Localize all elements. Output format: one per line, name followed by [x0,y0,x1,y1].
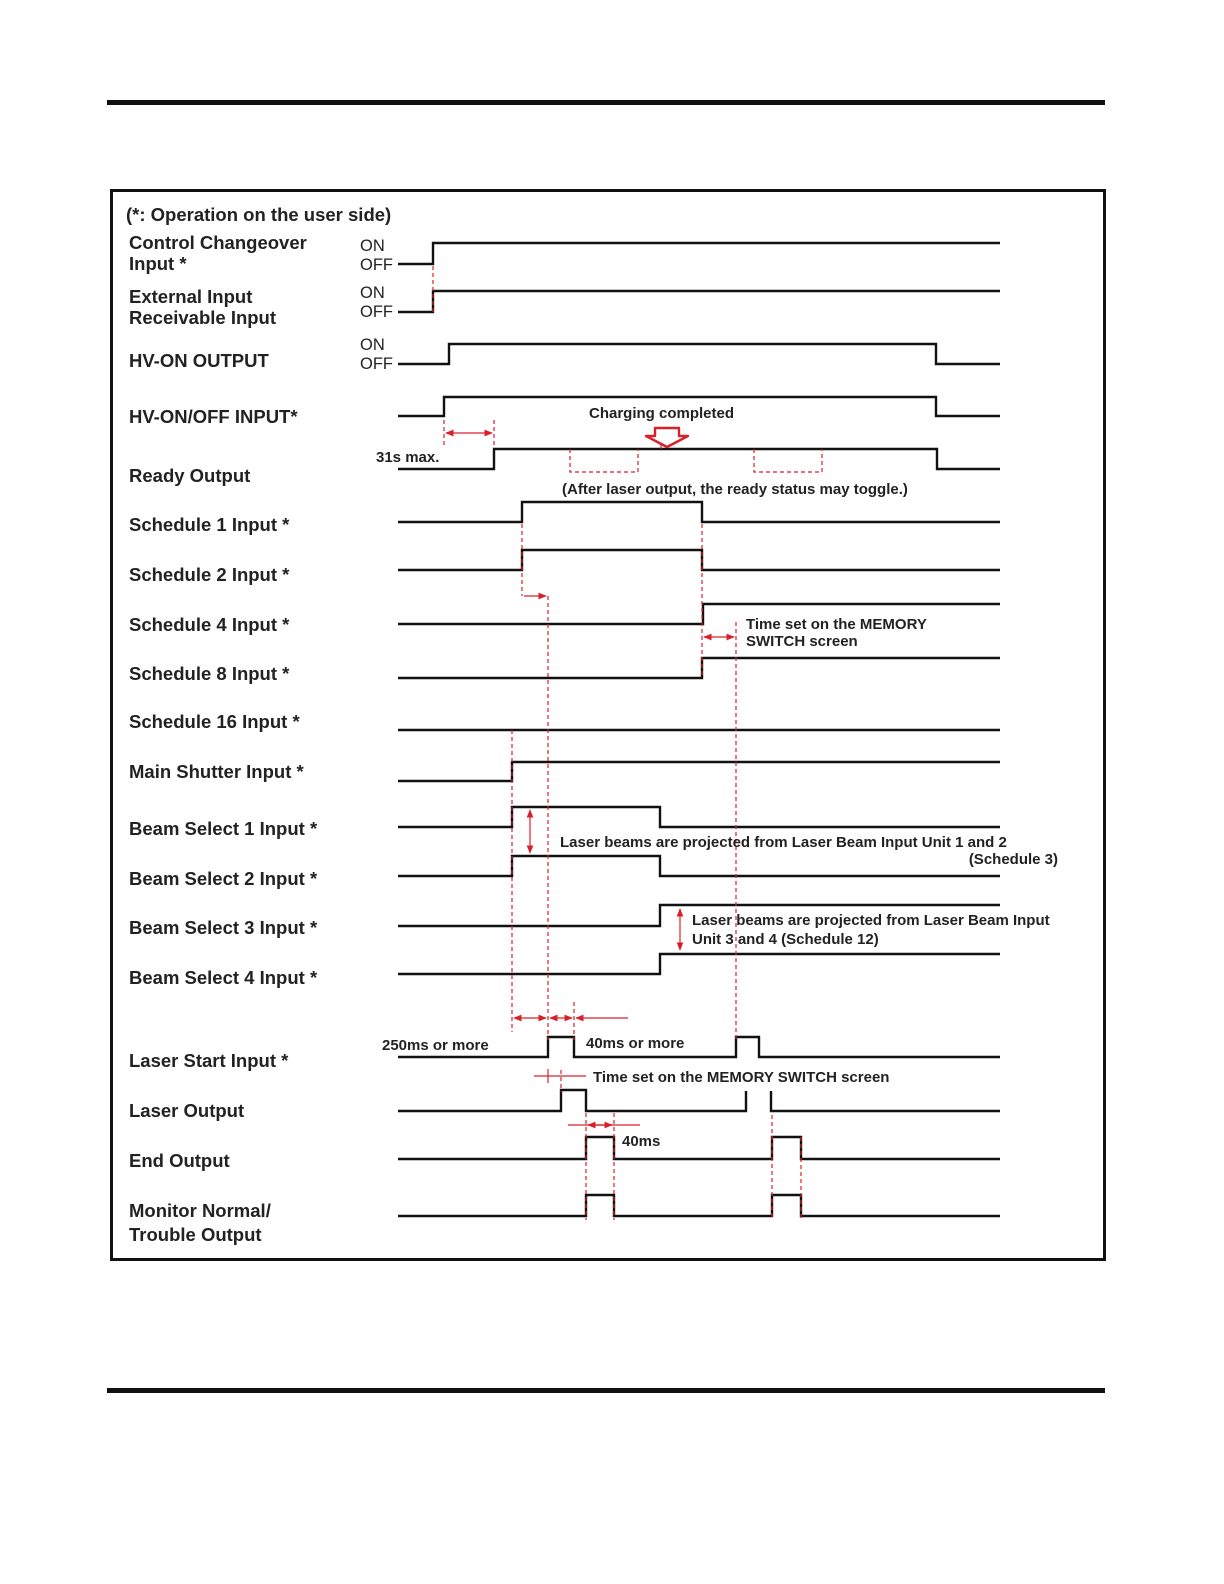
beams-unit-3-4-note-1: Laser beams are projected from Laser Beam Input [692,912,1050,929]
wave-control-changeover [398,243,1000,264]
label-schedule-2: Schedule 2 Input * [129,564,290,585]
ms-40-note: 40ms [622,1133,661,1150]
wave-schedule-8 [398,658,1000,678]
wave-main-shutter [398,762,1000,781]
wave-end-output [398,1137,1000,1159]
wave-beam-select-4 [398,954,1000,974]
memory-switch-note-1: Time set on the MEMORY [746,616,927,633]
label-monitor-2: Trouble Output [129,1224,262,1245]
wave-monitor [398,1195,1000,1216]
ready-toggle-note: (After laser output, the ready status may toggle.) [562,481,908,498]
label-beam-select-2: Beam Select 2 Input * [129,868,318,889]
label-schedule-16: Schedule 16 Input * [129,711,300,732]
label-monitor-1: Monitor Normal/ [129,1200,271,1221]
wave-laser-output-a [398,1090,746,1111]
label-external-input-1: External Input [129,286,253,307]
max-31s-note: 31s max. [376,449,440,466]
label-control-changeover-2: Input * [129,253,187,274]
beams-unit-1-2-schedule: (Schedule 3) [968,851,1058,868]
on-label-3: ON [360,336,385,354]
wave-beam-select-2 [398,856,1000,876]
off-label-1: OFF [360,256,393,274]
label-schedule-8: Schedule 8 Input * [129,663,290,684]
wave-schedule-2 [398,550,1000,570]
dimension-markers [446,433,734,1125]
label-laser-output: Laser Output [129,1100,245,1121]
wave-schedule-1 [398,502,1000,522]
label-beam-select-4: Beam Select 4 Input * [129,967,318,988]
label-end-output: End Output [129,1150,230,1171]
label-hv-on-output: HV-ON OUTPUT [129,350,269,371]
memory-switch-note-2: SWITCH screen [746,633,858,650]
on-label-2: ON [360,284,385,302]
ms-40-or-more-note: 40ms or more [586,1035,685,1052]
label-laser-start: Laser Start Input * [129,1050,289,1071]
label-schedule-4: Schedule 4 Input * [129,614,290,635]
label-ready-output: Ready Output [129,465,251,486]
label-schedule-1: Schedule 1 Input * [129,514,290,535]
label-hv-onoff-input: HV-ON/OFF INPUT* [129,406,298,427]
label-external-input-2: Receivable Input [129,307,277,328]
charging-arrow-icon [646,428,688,447]
wave-ready-output [398,449,1000,469]
header-note: (*: Operation on the user side) [126,204,392,225]
wave-laser-output-b [771,1091,1000,1111]
memory-switch-note-3: Time set on the MEMORY SWITCH screen [593,1069,890,1086]
wave-external-input [398,291,1000,312]
wave-beam-select-1 [398,807,1000,827]
ms-250-note: 250ms or more [382,1037,489,1054]
off-label-3: OFF [360,355,393,373]
off-label-2: OFF [360,303,393,321]
label-beam-select-1: Beam Select 1 Input * [129,818,318,839]
label-control-changeover-1: Control Changeover [129,232,307,253]
beams-unit-3-4-note-2: Unit 3 and 4 (Schedule 12) [692,931,879,948]
label-main-shutter: Main Shutter Input * [129,761,304,782]
charging-completed-note: Charging completed [589,405,735,422]
label-beam-select-3: Beam Select 3 Input * [129,917,318,938]
on-label-1: ON [360,237,385,255]
wave-hv-on-output [398,344,1000,364]
beams-unit-1-2-note: Laser beams are projected from Laser Beam Input Unit 1 and 2 [560,834,1007,851]
